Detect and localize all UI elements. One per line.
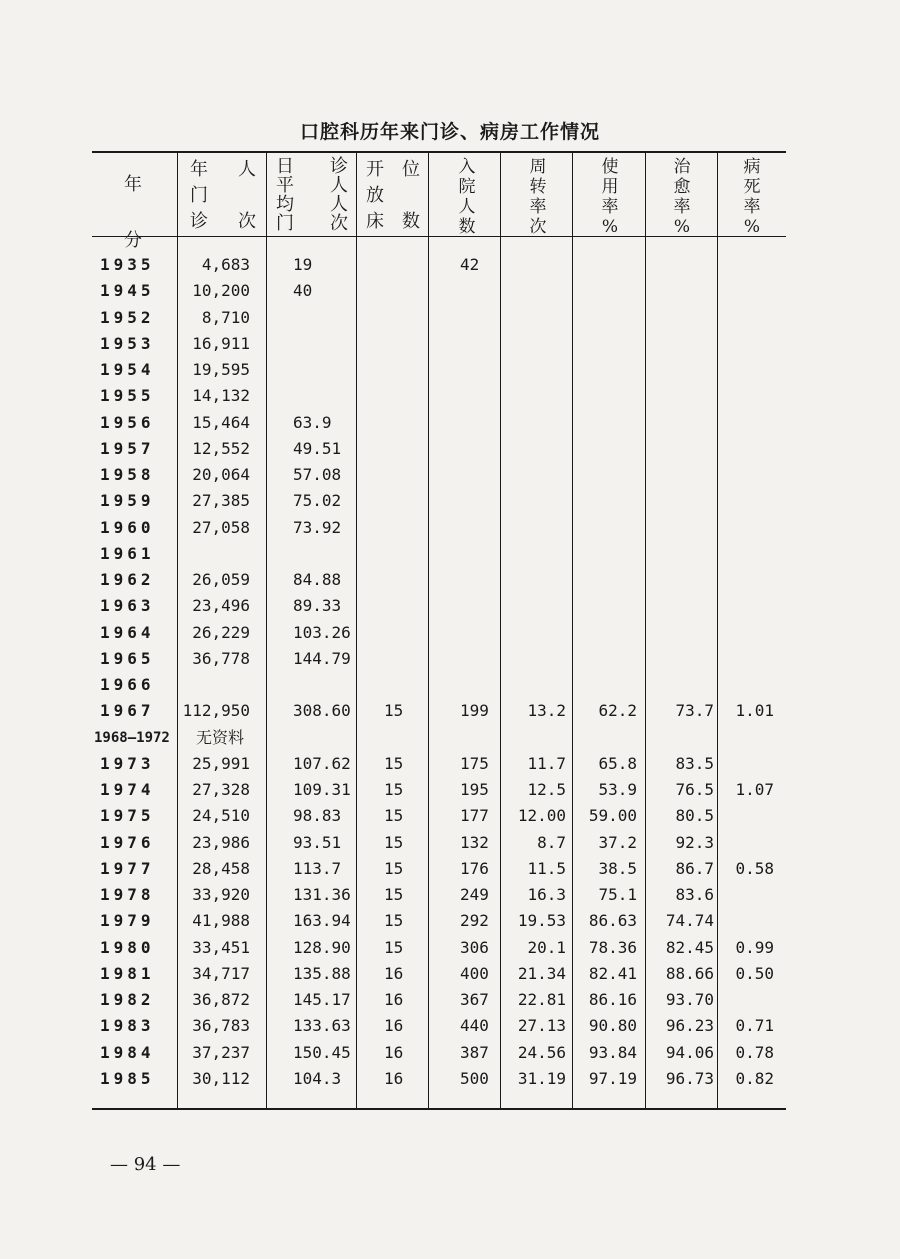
year-cell: 1982 — [100, 990, 155, 1009]
header-text: 人 — [330, 194, 348, 215]
mortality-rate-cell: 0.71 — [735, 1016, 774, 1036]
outpatient-visits-cell: 20,064 — [192, 465, 250, 484]
turnover-cell: 24.56 — [517, 1042, 566, 1062]
table-row — [0, 462, 900, 488]
admissions-cell: 42 — [460, 255, 480, 274]
header-text: 人 — [238, 159, 256, 180]
admissions-cell: 306 — [460, 937, 489, 957]
cure-rate-cell: 74.74 — [665, 911, 714, 931]
admissions-cell: 132 — [460, 832, 489, 852]
header-char: 周 — [529, 157, 547, 177]
table-row — [0, 751, 900, 777]
header-text: 门 — [190, 185, 208, 206]
year-cell: 1983 — [100, 1016, 155, 1036]
mortality-rate-cell: 1.01 — [735, 701, 774, 721]
turnover-cell: 31.19 — [517, 1068, 566, 1088]
year-cell: 1957 — [100, 438, 155, 458]
header-char: 率 — [601, 197, 619, 217]
daily-average-cell: 163.94 — [293, 911, 351, 931]
turnover-cell: 12.00 — [517, 806, 566, 826]
year-cell: 1976 — [100, 832, 155, 852]
table-top-rule — [92, 151, 786, 153]
admissions-cell: 199 — [460, 701, 489, 721]
cure-rate-cell: 94.06 — [665, 1042, 714, 1062]
open-beds-cell: 15 — [384, 911, 404, 931]
open-beds-cell: 15 — [384, 806, 404, 826]
outpatient-visits-cell: 30,112 — [192, 1068, 250, 1088]
outpatient-visits-cell: 23,496 — [192, 596, 250, 616]
page-number: — 94 — — [110, 1154, 181, 1175]
daily-average-cell: 150.45 — [293, 1042, 351, 1062]
cure-rate-cell: 96.23 — [665, 1016, 714, 1036]
daily-average-cell: 113.7 — [293, 858, 342, 878]
header-text: 门 — [276, 213, 294, 234]
table-row — [0, 436, 900, 462]
daily-average-cell: 49.51 — [293, 438, 342, 458]
header-turnover — [526, 157, 550, 237]
daily-average-cell: 133.63 — [293, 1016, 351, 1036]
table-row — [0, 567, 900, 593]
year-cell: 1978 — [100, 885, 155, 904]
admissions-cell: 177 — [460, 806, 489, 826]
header-usage-rate — [598, 157, 622, 237]
header-char: 治 — [673, 157, 691, 177]
table-row — [0, 488, 900, 514]
outpatient-visits-cell: 26,229 — [192, 622, 250, 642]
admissions-cell: 400 — [460, 963, 489, 983]
cure-rate-cell: 96.73 — [665, 1068, 714, 1088]
outpatient-visits-cell: 24,510 — [192, 806, 250, 826]
usage-rate-cell: 59.00 — [588, 806, 637, 826]
turnover-cell: 11.7 — [527, 753, 566, 773]
header-admissions — [455, 157, 479, 237]
outpatient-visits-cell: 37,237 — [192, 1042, 250, 1062]
header-text: 人 — [330, 175, 348, 196]
admissions-cell: 500 — [460, 1068, 489, 1088]
year-cell: 1974 — [100, 780, 155, 799]
outpatient-visits-cell: 28,458 — [192, 858, 250, 878]
turnover-cell: 22.81 — [517, 990, 566, 1009]
header-char: 愈 — [673, 177, 691, 197]
mortality-rate-cell: 0.50 — [735, 963, 774, 983]
daily-average-cell: 93.51 — [293, 832, 342, 852]
header-char: % — [601, 217, 619, 237]
open-beds-cell: 16 — [384, 1042, 404, 1062]
daily-average-cell: 135.88 — [293, 963, 351, 983]
outpatient-visits-cell: 36,778 — [192, 648, 250, 668]
year-cell: 1967 — [100, 701, 155, 721]
table-row — [0, 856, 900, 882]
cure-rate-cell: 88.66 — [665, 963, 714, 983]
outpatient-visits-cell: 16,911 — [192, 333, 250, 353]
usage-rate-cell: 53.9 — [598, 780, 637, 799]
outpatient-visits-cell: 12,552 — [192, 438, 250, 458]
cure-rate-cell: 92.3 — [675, 832, 714, 852]
daily-average-cell: 131.36 — [293, 885, 351, 904]
table-row — [0, 278, 900, 304]
header-mortality-rate — [740, 157, 764, 237]
usage-rate-cell: 37.2 — [598, 832, 637, 852]
admissions-cell: 249 — [460, 885, 489, 904]
daily-average-cell: 19 — [293, 255, 313, 274]
header-text: 诊 — [190, 211, 208, 232]
usage-rate-cell: 65.8 — [598, 753, 637, 773]
year-cell: 1935 — [100, 255, 155, 274]
table-row — [0, 383, 900, 409]
outpatient-visits-cell: 4,683 — [201, 255, 250, 274]
daily-average-cell: 128.90 — [293, 937, 351, 957]
header-year-top: 年 — [124, 174, 142, 195]
admissions-cell: 175 — [460, 753, 489, 773]
cure-rate-cell: 83.5 — [675, 753, 714, 773]
header-char: 数 — [458, 217, 476, 237]
open-beds-cell: 15 — [384, 701, 404, 721]
turnover-cell: 19.53 — [517, 911, 566, 931]
header-beds — [366, 157, 420, 233]
outpatient-visits-cell: 26,059 — [192, 570, 250, 589]
daily-average-cell: 144.79 — [293, 648, 351, 668]
year-cell: 1977 — [100, 858, 155, 878]
year-cell: 1953 — [100, 333, 155, 353]
year-cell: 1960 — [100, 517, 155, 537]
open-beds-cell: 15 — [384, 858, 404, 878]
year-cell: 1955 — [100, 386, 155, 406]
table-row — [0, 593, 900, 619]
outpatient-visits-cell: 27,385 — [192, 491, 250, 511]
outpatient-visits-cell: 10,200 — [192, 281, 250, 301]
header-text: 日 — [276, 156, 294, 177]
outpatient-visits-cell: 34,717 — [192, 963, 250, 983]
table-row — [0, 646, 900, 672]
table-row — [0, 830, 900, 856]
year-cell: 1980 — [100, 937, 155, 957]
open-beds-cell: 15 — [384, 753, 404, 773]
admissions-cell: 440 — [460, 1016, 489, 1036]
year-cell: 1958 — [100, 465, 155, 484]
turnover-cell: 27.13 — [517, 1016, 566, 1036]
cure-rate-cell: 83.6 — [675, 885, 714, 904]
table-row — [0, 1013, 900, 1039]
admissions-cell: 176 — [460, 858, 489, 878]
year-cell: 1956 — [100, 412, 155, 432]
table-row — [0, 777, 900, 803]
header-text: 次 — [238, 211, 256, 232]
outpatient-visits-cell: 19,595 — [192, 360, 250, 379]
header-char: 次 — [529, 217, 547, 237]
year-cell: 1979 — [100, 911, 155, 931]
table-row — [0, 1040, 900, 1066]
daily-average-cell: 308.60 — [293, 701, 351, 721]
daily-average-cell: 84.88 — [293, 570, 342, 589]
header-text: 数 — [402, 211, 420, 232]
open-beds-cell: 16 — [384, 990, 404, 1009]
cure-rate-cell: 73.7 — [675, 701, 714, 721]
year-cell: 1966 — [100, 675, 155, 694]
outpatient-visits-cell: 112,950 — [182, 701, 250, 721]
usage-rate-cell: 90.80 — [588, 1016, 637, 1036]
header-text: 平 — [276, 175, 294, 196]
year-cell: 1952 — [100, 307, 155, 327]
year-cell: 1959 — [100, 491, 155, 511]
outpatient-visits-cell: 41,988 — [192, 911, 250, 931]
year-cell: 1962 — [100, 570, 155, 589]
usage-rate-cell: 78.36 — [588, 937, 637, 957]
daily-average-cell: 145.17 — [293, 990, 351, 1009]
outpatient-visits-cell: 14,132 — [192, 386, 250, 406]
table-row — [0, 698, 900, 724]
open-beds-cell: 15 — [384, 937, 404, 957]
cure-rate-cell: 86.7 — [675, 858, 714, 878]
year-cell: 1975 — [100, 806, 155, 826]
header-char: % — [673, 217, 691, 237]
year-cell: 1984 — [100, 1042, 155, 1062]
header-char: 人 — [458, 197, 476, 217]
turnover-cell: 11.5 — [527, 858, 566, 878]
table-row — [0, 331, 900, 357]
daily-average-cell: 63.9 — [293, 412, 332, 432]
usage-rate-cell: 75.1 — [598, 885, 637, 904]
header-text: 诊 — [330, 156, 348, 177]
open-beds-cell: 15 — [384, 832, 404, 852]
table-row — [0, 305, 900, 331]
usage-rate-cell: 86.16 — [588, 990, 637, 1009]
turnover-cell: 13.2 — [527, 701, 566, 721]
table-row — [0, 672, 900, 698]
year-cell: 1945 — [100, 281, 155, 301]
turnover-cell: 21.34 — [517, 963, 566, 983]
header-year-bottom: 分 — [124, 230, 142, 251]
outpatient-visits-cell: 27,328 — [192, 780, 250, 799]
table-row — [0, 515, 900, 541]
table-row — [0, 803, 900, 829]
header-daily-average — [276, 157, 348, 233]
table-row — [0, 410, 900, 436]
outpatient-visits-cell: 36,872 — [192, 990, 250, 1009]
turnover-cell: 8.7 — [537, 832, 566, 852]
open-beds-cell: 15 — [384, 885, 404, 904]
usage-rate-cell: 97.19 — [588, 1068, 637, 1088]
cure-rate-cell: 93.70 — [665, 990, 714, 1009]
header-char: 入 — [458, 157, 476, 177]
header-char: 病 — [743, 157, 761, 177]
header-text: 床 — [366, 211, 384, 232]
table-row — [0, 620, 900, 646]
daily-average-cell: 107.62 — [293, 753, 351, 773]
daily-average-cell: 103.26 — [293, 622, 351, 642]
table-row — [0, 357, 900, 383]
mortality-rate-cell: 0.58 — [735, 858, 774, 878]
header-char: 率 — [673, 197, 691, 217]
header-char: 率 — [743, 197, 761, 217]
header-char: 用 — [601, 177, 619, 197]
open-beds-cell: 16 — [384, 1068, 404, 1088]
outpatient-visits-cell: 33,451 — [192, 937, 250, 957]
year-cell: 1964 — [100, 622, 155, 642]
admissions-cell: 387 — [460, 1042, 489, 1062]
outpatient-visits-cell: 15,464 — [192, 412, 250, 432]
year-cell: 1961 — [100, 543, 155, 563]
mortality-rate-cell: 0.99 — [735, 937, 774, 957]
outpatient-visits-cell: 8,710 — [201, 307, 250, 327]
table-row — [0, 541, 900, 567]
usage-rate-cell: 38.5 — [598, 858, 637, 878]
header-char: % — [743, 217, 761, 237]
cure-rate-cell: 82.45 — [665, 937, 714, 957]
table-row — [0, 961, 900, 987]
turnover-cell: 20.1 — [527, 937, 566, 957]
outpatient-visits-cell: 25,991 — [192, 753, 250, 773]
outpatient-visits-cell: 27,058 — [192, 517, 250, 537]
header-char: 率 — [529, 197, 547, 217]
header-char: 死 — [743, 177, 761, 197]
header-char: 使 — [601, 157, 619, 177]
header-char: 院 — [458, 177, 476, 197]
year-cell: 1981 — [100, 963, 155, 983]
header-year — [118, 157, 148, 251]
daily-average-cell: 73.92 — [293, 517, 342, 537]
mortality-rate-cell: 0.82 — [735, 1068, 774, 1088]
year-cell: 1973 — [100, 753, 155, 773]
open-beds-cell: 16 — [384, 963, 404, 983]
daily-average-cell: 75.02 — [293, 491, 342, 511]
outpatient-visits-cell: 36,783 — [192, 1016, 250, 1036]
turnover-cell: 12.5 — [527, 780, 566, 799]
daily-average-cell: 89.33 — [293, 596, 342, 616]
header-text: 均 — [276, 194, 294, 215]
admissions-cell: 292 — [460, 911, 489, 931]
outpatient-visits-cell: 23,986 — [192, 832, 250, 852]
daily-average-cell: 109.31 — [293, 780, 351, 799]
daily-average-cell: 40 — [293, 281, 313, 301]
daily-average-cell: 104.3 — [293, 1068, 342, 1088]
open-beds-cell: 15 — [384, 780, 404, 799]
mortality-rate-cell: 1.07 — [735, 780, 774, 799]
outpatient-visits-cell: 无资料 — [196, 727, 245, 747]
year-cell: 1963 — [100, 596, 155, 616]
table-bottom-rule — [92, 1108, 786, 1110]
header-text: 放 — [366, 185, 384, 206]
outpatient-visits-cell: 33,920 — [192, 885, 250, 904]
header-cure-rate — [670, 157, 694, 237]
year-cell: 1965 — [100, 648, 155, 668]
header-outpatient — [190, 157, 256, 233]
year-cell: 1968—1972 — [94, 729, 170, 746]
table-row — [0, 252, 900, 278]
daily-average-cell: 98.83 — [293, 806, 342, 826]
table-row — [0, 725, 900, 751]
usage-rate-cell: 82.41 — [588, 963, 637, 983]
open-beds-cell: 16 — [384, 1016, 404, 1036]
table-row — [0, 882, 900, 908]
header-char: 转 — [529, 177, 547, 197]
daily-average-cell: 57.08 — [293, 465, 342, 484]
admissions-cell: 367 — [460, 990, 489, 1009]
turnover-cell: 16.3 — [527, 885, 566, 904]
table-row — [0, 1066, 900, 1092]
table-row — [0, 908, 900, 934]
usage-rate-cell: 86.63 — [588, 911, 637, 931]
admissions-cell: 195 — [460, 780, 489, 799]
header-text: 次 — [330, 213, 348, 234]
table-row — [0, 935, 900, 961]
header-text: 年 — [190, 159, 208, 180]
year-cell: 1954 — [100, 360, 155, 379]
usage-rate-cell: 93.84 — [588, 1042, 637, 1062]
header-text: 位 — [402, 159, 420, 180]
header-text: 开 — [366, 159, 384, 180]
cure-rate-cell: 80.5 — [675, 806, 714, 826]
year-cell: 1985 — [100, 1068, 155, 1088]
table-title: 口腔科历年来门诊、病房工作情况 — [299, 121, 600, 143]
cure-rate-cell: 76.5 — [675, 780, 714, 799]
table-row — [0, 987, 900, 1013]
usage-rate-cell: 62.2 — [598, 701, 637, 721]
mortality-rate-cell: 0.78 — [735, 1042, 774, 1062]
